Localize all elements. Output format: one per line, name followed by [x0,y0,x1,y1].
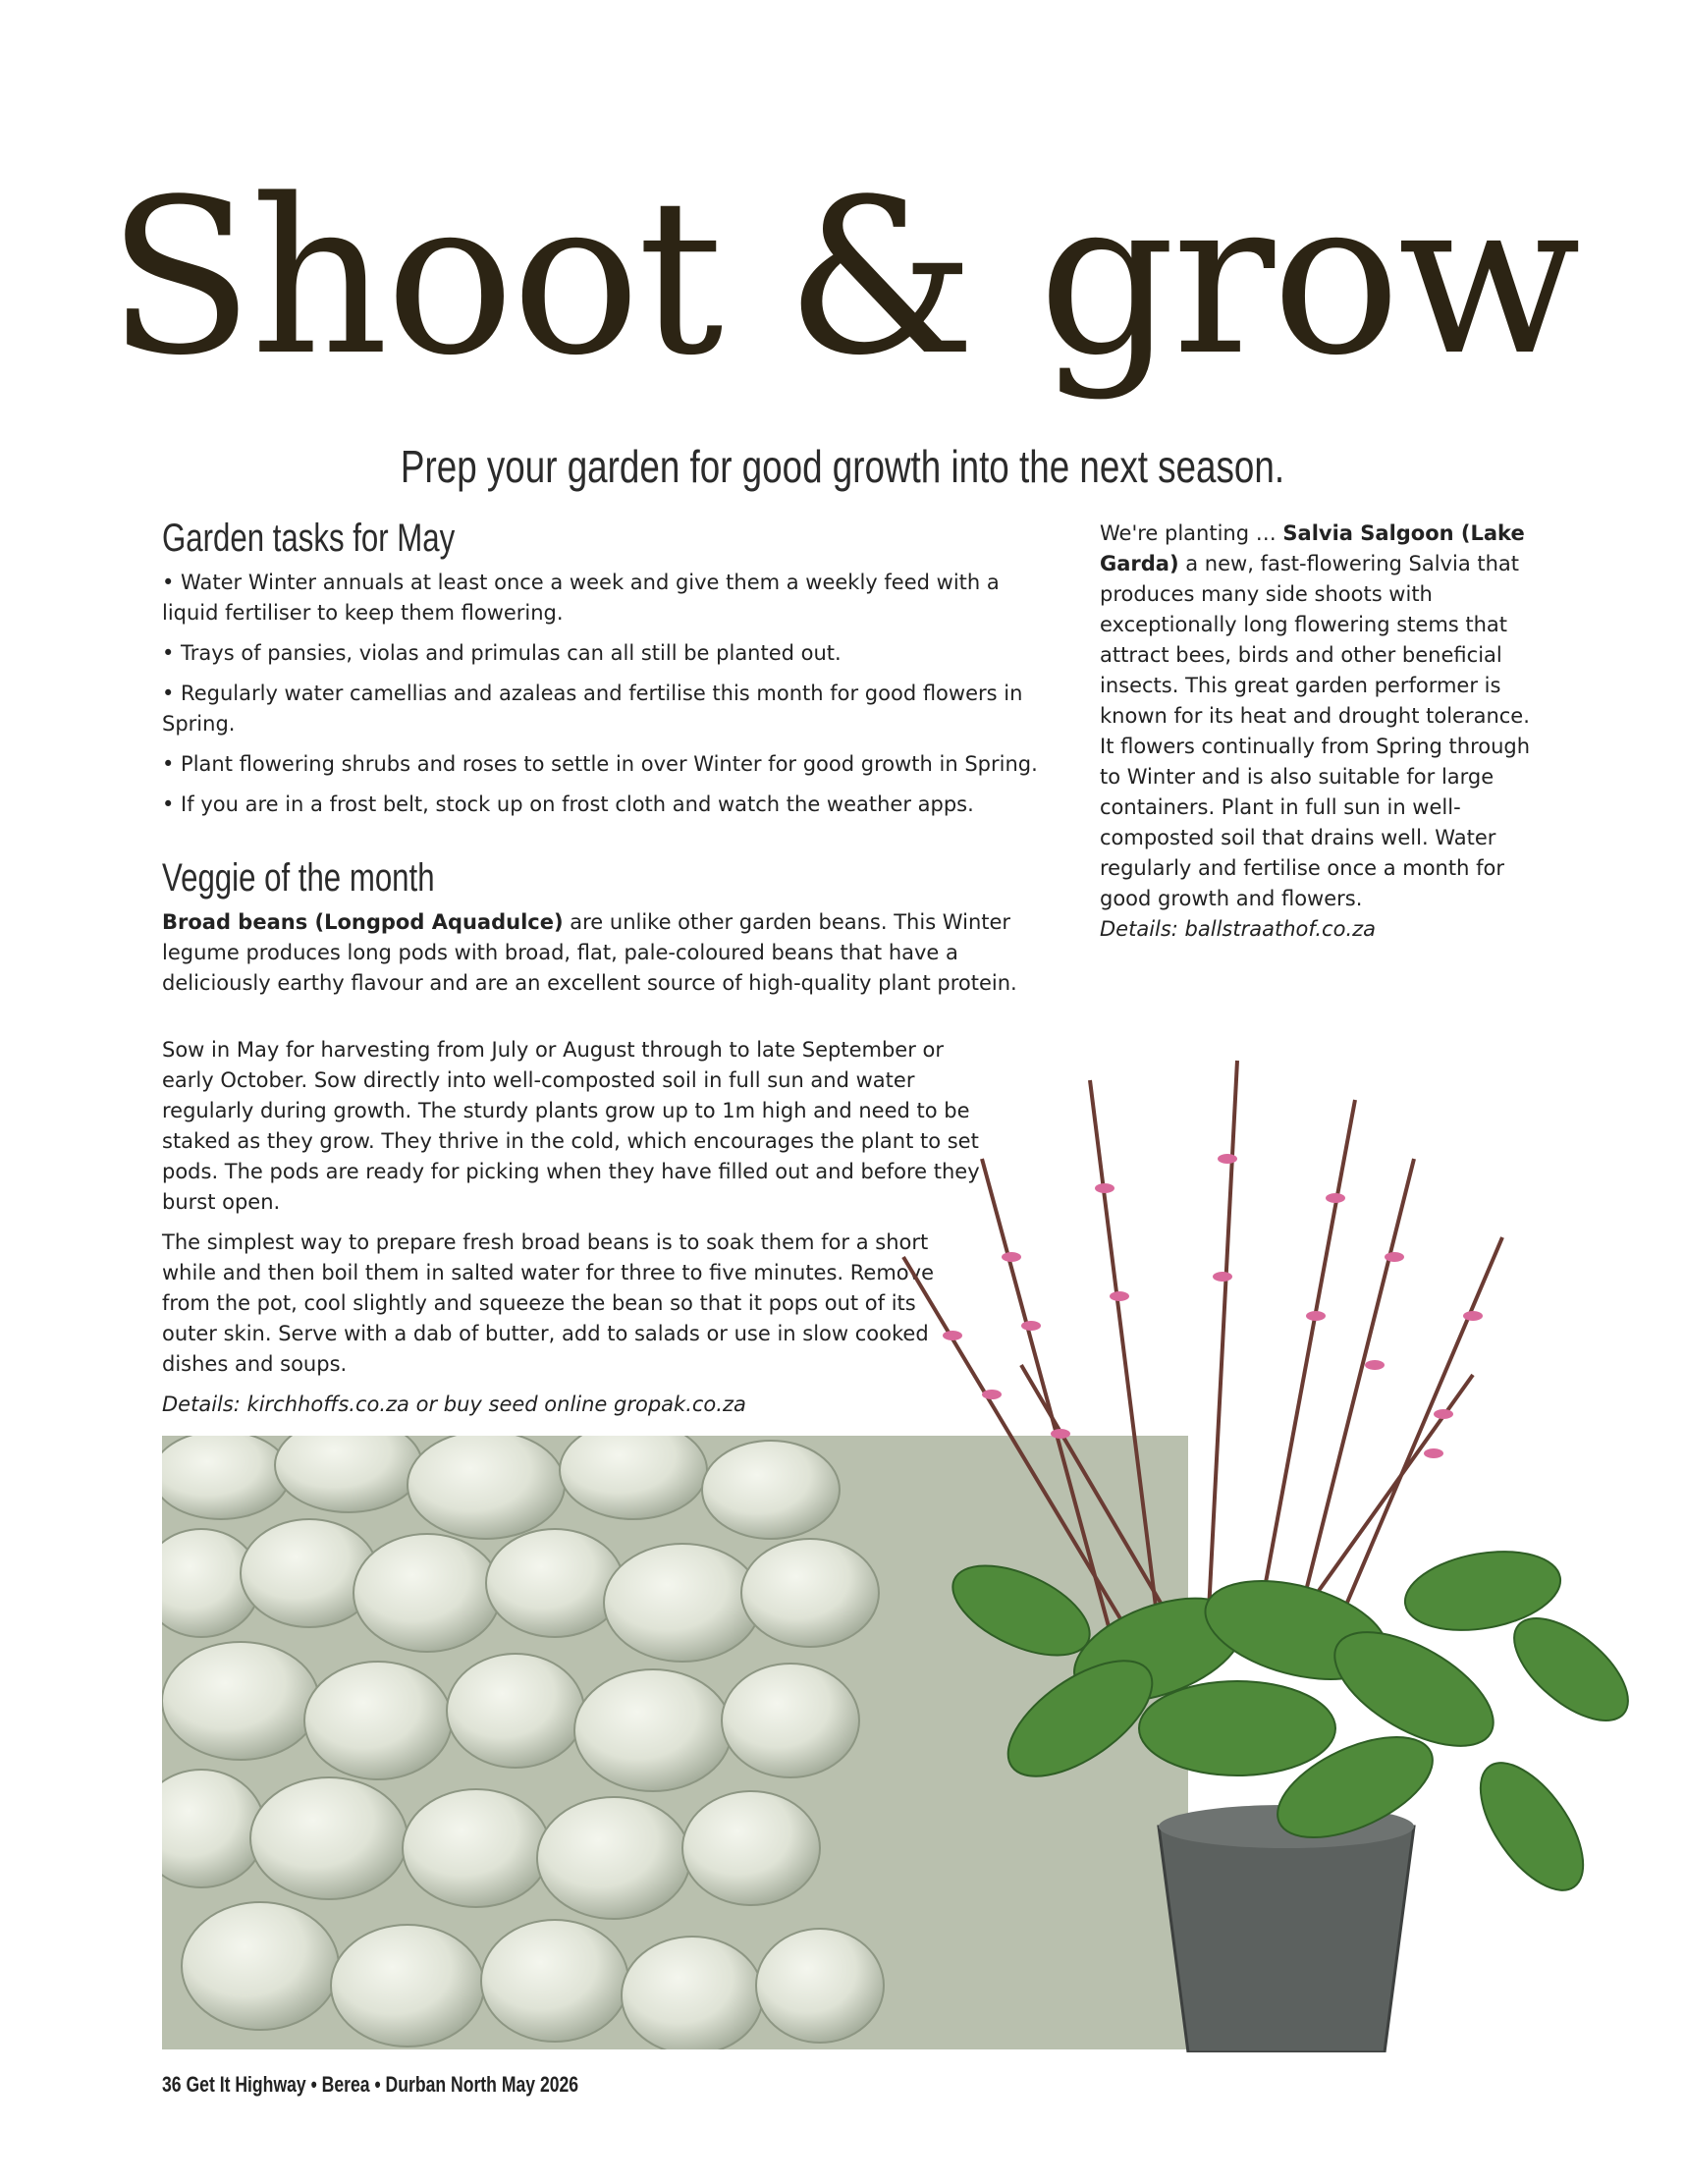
veggie-lead [162,907,1026,999]
planting-text: a new, fast-flowering Salvia that produces many side shoots with exceptionally long flowering stems that attract bees, birds and other beneficial insects. This great garden performer is known for its heat and drought tolerance. It flowers continually from Spring through to Winter and is also suitable for large containers. Plant in full sun in well-composted soil that drains well. Water regularly and fertilise once a month for good growth and flowers. [1100,552,1531,910]
veggie-lead-text: are unlike other garden beans. This Winter legume produces long pods with broad, flat, pale-coloured beans that have a deliciously earthy flavour and are an excellent source of high-quality plant protein. [162,910,1017,995]
planting-name: Salvia Salgoon (Lake Garda) [1100,521,1525,575]
planting-intro: We're planting … [1100,521,1283,545]
garden-tasks-list [162,568,1046,830]
page-title: Shoot & grow [106,154,1579,403]
task-item: • Plant flowering shrubs and roses to settle in over Winter for good growth in Spring. [162,752,1038,776]
page-subtitle: Prep your garden for good growth into the next season. [400,441,1285,492]
planting-column [1100,519,1532,945]
task-item: • Water Winter annuals at least once a week and give them a weekly feed with a liquid fertiliser to keep them flowering. [162,571,1000,625]
task-item: • Regularly water camellias and azaleas and fertilise this month for good flowers in Spring. [162,682,1023,736]
planting-details: Details: ballstraathof.co.za [1100,917,1377,941]
task-item: • Trays of pansies, violas and primulas can all still be planted out. [162,641,842,665]
salvia-plant-photo [864,1041,1685,2052]
veggie-details: Details: kirchhoffs.co.za or buy seed online gropak.co.za [162,1392,746,1416]
salvia-illustration [864,1041,1685,2052]
page-footer: 36 Get It Highway • Berea • Durban North May 2026 [162,2072,579,2097]
garden-tasks-heading: Garden tasks for May [162,517,456,560]
veggie-para-sow: Sow in May for harvesting from July or August through to late September or early October. Sow directly into well-composted soil in full sun and water regularly during growth. The sturdy plants grow up to 1m high and need to be staked as they grow. They thrive in the cold, which encourages the plant to set pods. The pods are ready for picking when they have filled out and before they burst open. [162,1038,980,1214]
task-item: • If you are in a frost belt, stock up on frost cloth and watch the weather apps. [162,792,974,816]
veggie-prepare [162,1228,938,1430]
veggie-para-prepare: The simplest way to prepare fresh broad beans is to soak them for a short while and then boil them in salted water for three to five minutes. Remove from the pot, cool slightly and squeeze the bean so that it pops out of its outer skin. Serve with a dab of butter, add to salads or use in slow cooked dishes and soups. [162,1230,934,1376]
veggie-body [162,907,1026,1009]
veggie-heading: Veggie of the month [162,856,435,900]
veggie-name: Broad beans (Longpod Aquadulce) [162,910,564,934]
